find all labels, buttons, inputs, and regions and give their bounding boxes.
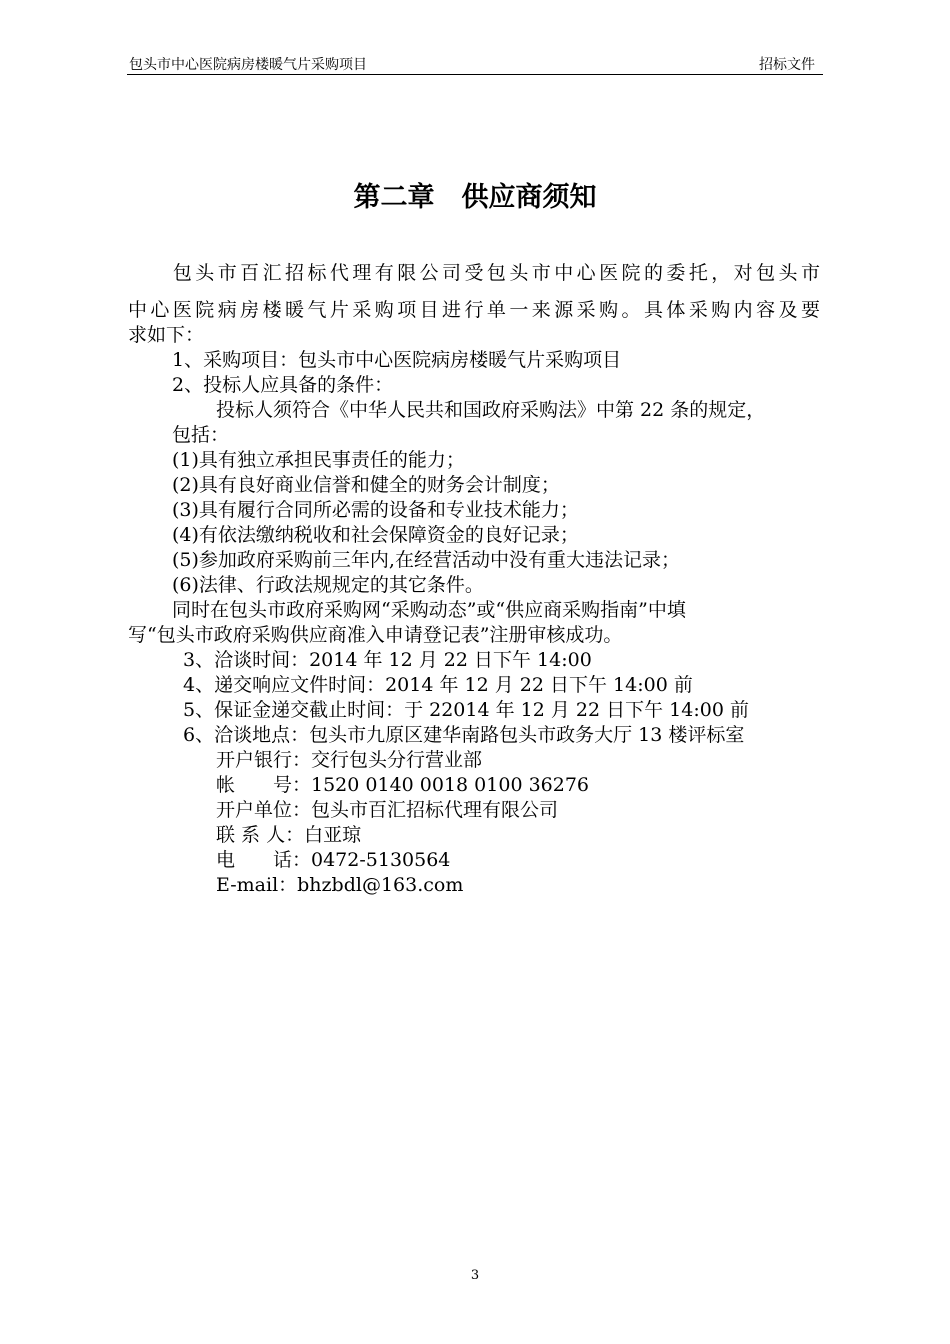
contact-account: 帐 号：1520 0140 0018 0100 36276 <box>216 774 590 796</box>
intro-line-3: 求如下： <box>128 324 205 346</box>
item-1: 1、采购项目：包头市中心医院病房楼暖气片采购项目 <box>172 349 622 371</box>
page-number: 3 <box>470 1268 480 1283</box>
condition-5: (5)参加政府采购前三年内,在经营活动中没有重大违法记录； <box>172 549 680 571</box>
header-project-name: 包头市中心医院病房楼暖气片采购项目 <box>129 57 367 73</box>
item-5: 5、保证金递交截止时间：于 22014 年 12 月 22 日下午 14:00 前 <box>183 699 749 721</box>
contact-unit: 开户单位：包头市百汇招标代理有限公司 <box>216 799 559 821</box>
condition-1: (1)具有独立承担民事责任的能力； <box>172 449 465 471</box>
condition-2: (2)具有良好商业信誉和健全的财务会计制度； <box>172 474 560 496</box>
conditions-intro-2: 包括： <box>172 424 230 446</box>
item-2: 2、投标人应具备的条件： <box>172 374 394 396</box>
contact-bank: 开户银行：交行包头分行营业部 <box>216 749 483 771</box>
register-line-1: 同时在包头市政府采购网“采购动态”或“供应商采购指南”中填 <box>172 599 686 621</box>
contact-phone: 电 话：0472-5130564 <box>216 849 451 871</box>
intro-line-1: 包头市百汇招标代理有限公司受包头市中心医院的委托，对包头市 <box>128 262 820 284</box>
condition-6: (6)法律、行政法规规定的其它条件。 <box>172 574 484 596</box>
contact-email: E-mail：bhzbdl@163.com <box>216 874 464 896</box>
item-4: 4、递交响应文件时间：2014 年 12 月 22 日下午 14:00 前 <box>183 674 693 696</box>
conditions-intro-1: 投标人须符合《中华人民共和国政府采购法》中第 22 条的规定， <box>216 399 766 421</box>
condition-3: (3)具有履行合同所必需的设备和专业技术能力； <box>172 499 579 521</box>
header-doc-type: 招标文件 <box>759 57 815 73</box>
item-3: 3、洽谈时间：2014 年 12 月 22 日下午 14:00 <box>183 649 592 671</box>
header-rule <box>127 74 823 75</box>
register-line-2: 写“包头市政府采购供应商准入申请登记表”注册审核成功。 <box>128 624 623 646</box>
item-6: 6、洽谈地点：包头市九原区建华南路包头市政务大厅 13 楼评标室 <box>183 724 745 746</box>
contact-person: 联 系 人：白亚琼 <box>216 824 362 846</box>
condition-4: (4)有依法缴纳税收和社会保障资金的良好记录； <box>172 524 579 546</box>
intro-line-2: 中心医院病房楼暖气片采购项目进行单一来源采购。具体采购内容及要 <box>128 299 820 321</box>
chapter-title: 第二章 供应商须知 <box>353 182 597 213</box>
